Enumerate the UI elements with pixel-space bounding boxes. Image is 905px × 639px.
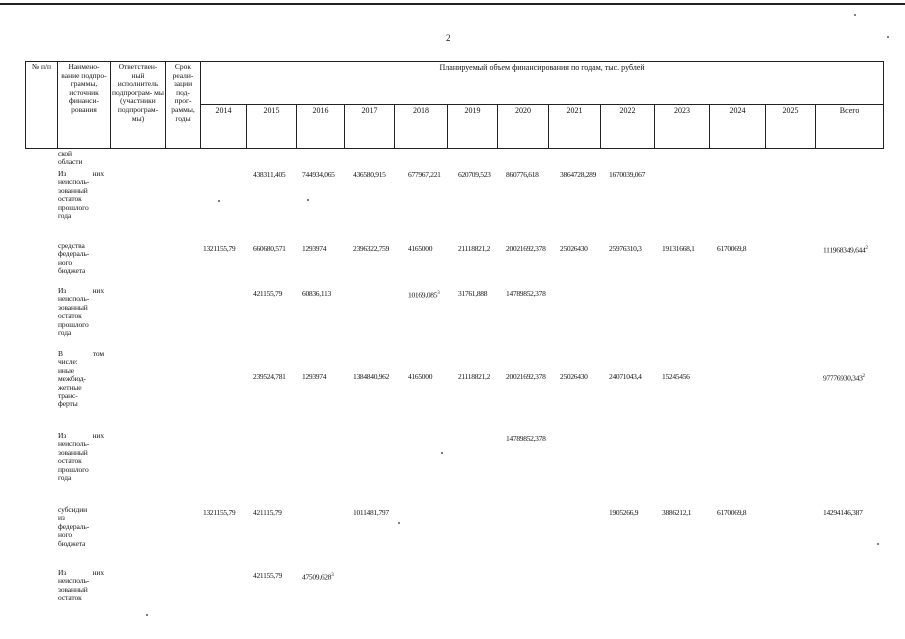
cell-2016 [302, 571, 333, 582]
row-label [58, 170, 104, 220]
cell-value: 21118821,2 [458, 244, 491, 253]
cell-value: 660680,571 [253, 244, 286, 253]
cell-total [823, 372, 865, 383]
scan-speck [887, 36, 889, 38]
cell-value: 1670039,067 [609, 170, 646, 179]
cell-value: 3886212,1 [662, 508, 692, 517]
row-label-line: транс- [58, 391, 78, 401]
row-label-line: остаток [58, 194, 82, 204]
header-year-2017: 2017 [345, 105, 395, 149]
cell-2019 [458, 372, 490, 381]
row-label-line: субсидии [58, 505, 88, 514]
cell-value: 14789852,378 [506, 434, 546, 443]
cell-2018 [408, 170, 441, 179]
cell-value: 1011481,797 [353, 508, 389, 517]
row-label-line: В том [58, 349, 104, 358]
cell-2021 [560, 170, 596, 179]
header-year-2021: 2021 [549, 105, 601, 149]
cell-2019 [458, 289, 487, 298]
cell-value: 25026430 [560, 372, 588, 381]
cell-2015 [253, 289, 282, 298]
cell-value: 1384840,962 [353, 372, 390, 381]
scan-speck [877, 543, 879, 545]
row-label-line: года [58, 473, 72, 483]
header-year-2014: 2014 [201, 105, 247, 149]
row-label-line: года [58, 328, 72, 338]
row-label-line: ферты [58, 399, 78, 409]
cell-2015 [253, 170, 285, 179]
row-label-line: бюджета [58, 538, 86, 548]
row-label-line: ного [58, 257, 73, 267]
footnote-marker: 3 [331, 573, 334, 578]
header-term: Срок реали- зации под- прог- раммы, годы [166, 62, 201, 149]
scan-speck [146, 614, 148, 616]
cell-value: 3864728,289 [560, 170, 597, 179]
cell-2015 [253, 508, 282, 517]
cell-value: 24071043,4 [609, 372, 642, 381]
row-label-line: неисполь- [58, 439, 90, 449]
row-label-line: федераль- [58, 521, 90, 531]
scan-speck [854, 14, 856, 16]
cell-2014 [203, 508, 235, 517]
cell-2016 [302, 289, 331, 298]
cell-value: 438311,405 [253, 170, 286, 179]
cell-total [823, 244, 868, 255]
header-year-2018: 2018 [395, 105, 448, 149]
header-year-2020: 2020 [498, 105, 549, 149]
row-label-line: жетные [58, 382, 82, 392]
cell-2017 [353, 372, 389, 381]
cell-value: 1321155,79 [203, 244, 236, 253]
scan-speck [398, 522, 400, 524]
cell-2024 [717, 508, 746, 517]
cell-total [823, 508, 863, 517]
cell-2019 [458, 170, 491, 179]
row-label-line: Из них [58, 169, 104, 178]
row-label-line: зованный [58, 447, 88, 457]
cell-value: 25976310,3 [609, 244, 642, 253]
row-label-line: прошлого [58, 464, 89, 474]
row-label [58, 569, 104, 603]
cell-2022 [609, 170, 645, 179]
cell-2023 [662, 372, 690, 381]
cell-value: 19131668,1 [662, 244, 695, 253]
cell-2018 [408, 244, 432, 253]
cell-value: 25026430 [560, 244, 588, 253]
header-year-2025: 2025 [766, 105, 816, 149]
cell-value: 1293974 [302, 372, 327, 381]
row-label [58, 350, 104, 409]
header-planned-financing: Планируемый объем финансирования по годам, тыс. рублей [201, 62, 884, 105]
row-label-line: бюджета [58, 266, 86, 276]
cell-2015 [253, 372, 286, 381]
row-label-line: Из них [58, 431, 104, 440]
cell-value: 1905266,9 [609, 508, 639, 517]
cell-2017 [353, 170, 386, 179]
cell-value: 14789852,378 [506, 289, 546, 298]
cell-2019 [458, 244, 490, 253]
header-year-2023: 2023 [655, 105, 710, 149]
cell-2016 [302, 372, 326, 381]
cell-2020 [506, 289, 546, 298]
header-subprogram-name: Наимено- вание подпро- граммы, источник финанси- рования [58, 62, 111, 149]
row-label-line: остаток [58, 593, 82, 603]
row-label [58, 242, 104, 276]
row-label-line: иные [58, 365, 74, 375]
cell-2018 [408, 372, 432, 381]
cell-2014 [203, 244, 235, 253]
cell-value: 239524,781 [253, 372, 286, 381]
cell-2020 [506, 372, 546, 381]
cell-value: 31761,888 [458, 289, 488, 298]
cell-value: 620709,523 [458, 170, 491, 179]
cell-value: 97776930,343 [823, 373, 863, 383]
row-label-line: прошлого [58, 202, 89, 212]
header-responsible: Ответствен- ный исполнитель подпрограм- мы (участники подпрограм- мы) [111, 62, 166, 149]
cell-value: 744934,065 [302, 170, 335, 179]
cell-value: 14294146,387 [823, 508, 863, 517]
header-year-2015: 2015 [247, 105, 297, 149]
cell-2022 [609, 244, 642, 253]
scan-speck [441, 452, 443, 454]
row-label-line: прошлого [58, 319, 89, 329]
cell-2021 [560, 372, 588, 381]
scan-speck [307, 199, 309, 201]
row-label [58, 150, 104, 167]
cell-2022 [609, 372, 642, 381]
row-label-line: федераль- [58, 249, 90, 259]
cell-2023 [662, 508, 691, 517]
header-year-2016: 2016 [297, 105, 345, 149]
row-label-line: межбюд- [58, 374, 86, 384]
cell-value: 10169,085 [408, 290, 438, 300]
row-label-line: зованный [58, 302, 88, 312]
cell-value: 4165000 [408, 244, 433, 253]
row-label-line: года [58, 211, 72, 221]
cell-value: 6170069,8 [717, 244, 747, 253]
cell-2016 [302, 170, 335, 179]
row-label-line: неисполь- [58, 294, 90, 304]
row-label-line: средства [58, 241, 85, 250]
cell-value: 436580,915 [353, 170, 386, 179]
row-label-line: неисполь- [58, 576, 90, 586]
cell-value: 860776,618 [506, 170, 539, 179]
cell-value: 677967,221 [408, 170, 441, 179]
cell-value: 15245456 [662, 372, 690, 381]
cell-value: 6170069,8 [717, 508, 747, 517]
cell-value: 20021692,378 [506, 372, 546, 381]
scan-speck [218, 200, 220, 202]
cell-2017 [353, 244, 389, 253]
footnote-marker: 2 [862, 374, 865, 379]
row-label-line: неисполь- [58, 177, 90, 187]
row-label-line: из [58, 513, 65, 523]
row-label-line: зованный [58, 584, 88, 594]
cell-2020 [506, 434, 546, 443]
cell-value: 47509,628 [302, 572, 332, 582]
row-label-line: ного [58, 530, 73, 540]
cell-value: 111968349,644 [823, 245, 866, 255]
cell-value: 421155,79 [253, 571, 282, 580]
row-label-line: зованный [58, 185, 88, 195]
cell-2017 [353, 508, 389, 517]
cell-2015 [253, 244, 286, 253]
cell-2016 [302, 244, 326, 253]
cell-2018 [408, 289, 439, 300]
cell-2020 [506, 244, 546, 253]
cell-value: 4165000 [408, 372, 433, 381]
cell-value: 21118821,2 [458, 372, 491, 381]
header-year-2022: 2022 [601, 105, 655, 149]
cell-value: 1321155,79 [203, 508, 236, 517]
footnote-marker: 3 [437, 291, 440, 296]
row-label-line: ской [58, 149, 72, 158]
cell-2021 [560, 244, 588, 253]
cell-value: 1293974 [302, 244, 327, 253]
cell-value: 421155,79 [253, 289, 282, 298]
row-label-line: остаток [58, 456, 82, 466]
page-number: 2 [446, 33, 451, 43]
row-label [58, 506, 104, 548]
header-year-2024: 2024 [710, 105, 766, 149]
row-label [58, 432, 104, 482]
row-label-line: Из них [58, 568, 104, 577]
cell-2022 [609, 508, 638, 517]
row-label-line: Из них [58, 286, 104, 295]
header-year-2019: 2019 [448, 105, 498, 149]
cell-value: 421115,79 [253, 508, 282, 517]
cell-value: 20021692,378 [506, 244, 546, 253]
top-border-line [0, 3, 905, 5]
footnote-marker: 2 [865, 246, 868, 251]
cell-2015 [253, 571, 282, 580]
cell-value: 60836,113 [302, 289, 331, 298]
row-label [58, 287, 104, 337]
cell-2023 [662, 244, 695, 253]
cell-2024 [717, 244, 746, 253]
header-number: № п/п [26, 62, 58, 149]
row-label-line: области [58, 157, 83, 167]
row-label-line: остаток [58, 311, 82, 321]
cell-2020 [506, 170, 539, 179]
cell-value: 2396322,759 [353, 244, 390, 253]
header-year-total: Всего [816, 105, 884, 149]
row-label-line: числе: [58, 357, 78, 367]
financing-table [25, 61, 884, 149]
